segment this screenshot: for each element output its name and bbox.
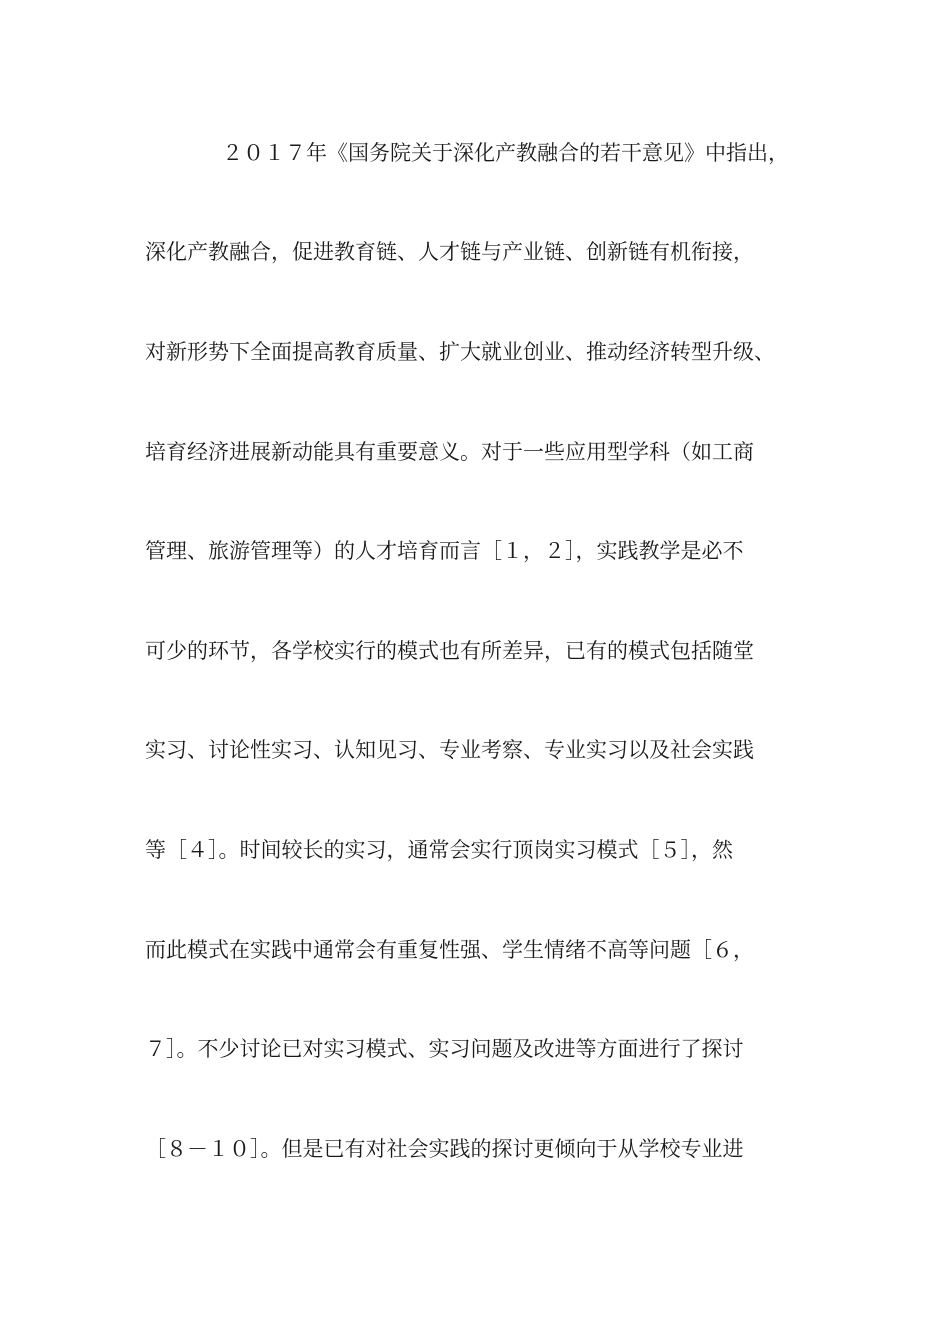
paragraph-line: ［８－１０］。但是已有对社会实践的探讨更倾向于从学校专业进	[145, 1137, 744, 1161]
paragraph-line: 实习、讨论性实习、认知见习、专业考察、专业实习以及社会实践	[145, 738, 754, 762]
paragraph-line: ２０１７年《国务院关于深化产教融合的若干意见》中指出，	[222, 141, 789, 165]
paragraph-line: 管理、旅游管理等）的人才培育而言［１，２］，实践教学是必不	[145, 539, 744, 563]
paragraph-line: 对新形势下全面提高教育质量、扩大就业创业、推动经济转型升级、	[145, 340, 775, 364]
paragraph-line: 可少的环节，各学校实行的模式也有所差异，已有的模式包括随堂	[145, 639, 754, 663]
paragraph-line: 培育经济进展新动能具有重要意义。对于一些应用型学科（如工商	[145, 440, 754, 464]
paragraph-line: ７］。不少讨论已对实习模式、实习问题及改进等方面进行了探讨	[145, 1037, 744, 1061]
paragraph-line: 深化产教融合，促进教育链、人才链与产业链、创新链有机衔接，	[145, 240, 754, 264]
paragraph-line: 等［４］。时间较长的实习，通常会实行顶岗实习模式［５］，然	[145, 838, 733, 862]
paragraph-line: 而此模式在实践中通常会有重复性强、学生情绪不高等问题［６，	[145, 938, 754, 962]
